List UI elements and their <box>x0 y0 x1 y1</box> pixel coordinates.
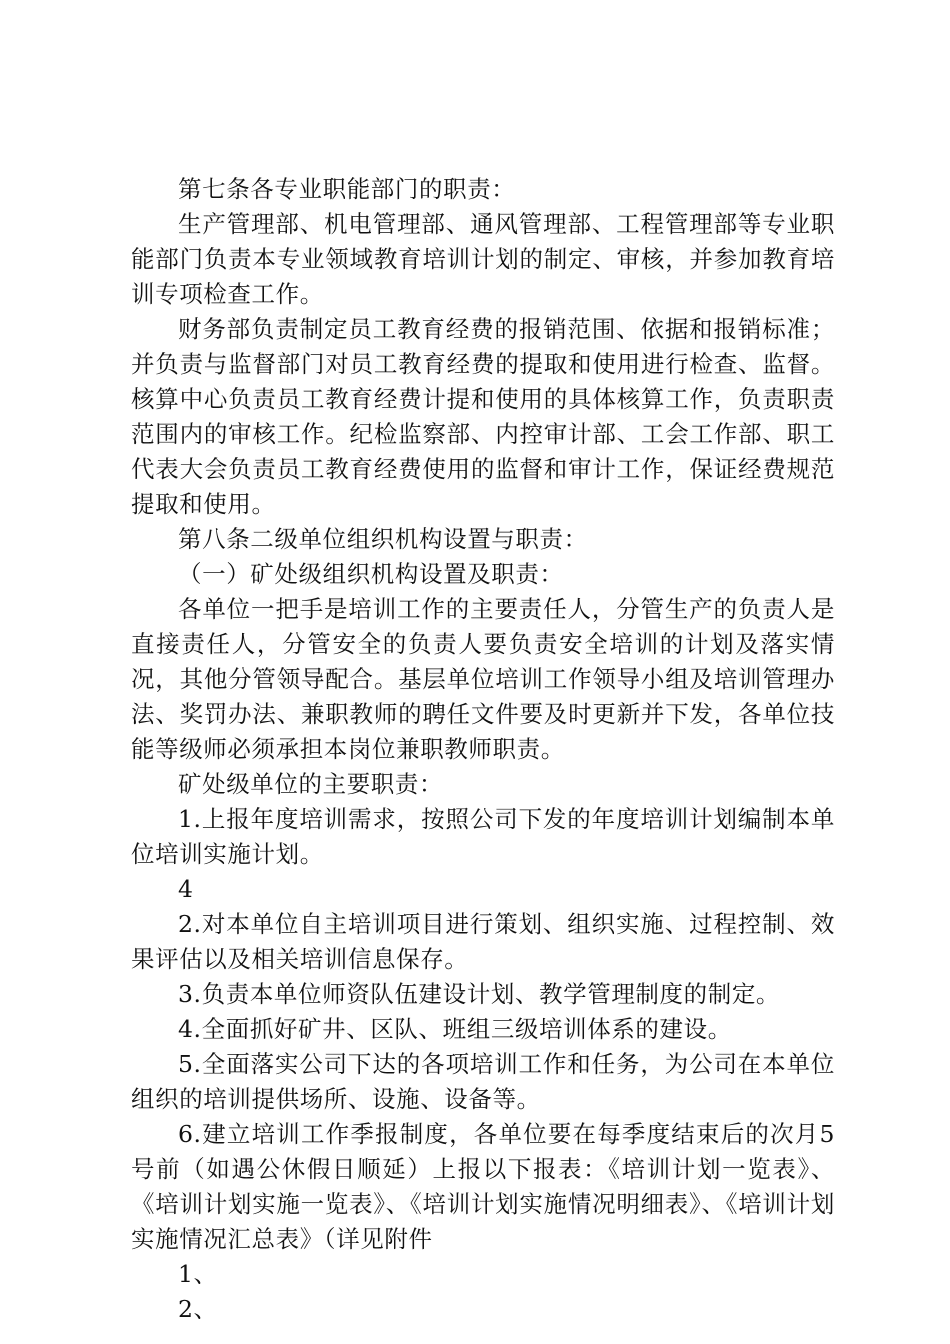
main-duties-heading: 矿处级单位的主要职责： <box>178 770 444 798</box>
paragraph-finance-department: 财务部负责制定员工教育经费的报销范围、依据和报销标准；并负责与监督部门对员工教育经费的提取和使用进行检查、监督。核算中心负责员工教育经费计提和使用的具体核算工作，负责职责范围内的审核工作。纪检监察部、内控审计部、工会工作部、职工代表大会负责员工教育经费使用的监督和审计工作，保证经费规范提取和使用。 <box>131 315 835 518</box>
document-body <box>131 172 835 1327</box>
section-1-heading: （一）矿处级组织机构设置及职责： <box>178 560 564 588</box>
duty-item-3: 3.负责本单位师资队伍建设计划、教学管理制度的制定。 <box>178 980 781 1008</box>
paragraph-unit-leaders: 各单位一把手是培训工作的主要责任人，分管生产的负责人是直接责任人，分管安全的负责人要负责安全培训的计划及落实情况，其他分管领导配合。基层单位培训工作领导小组及培训管理办法、奖罚办法、兼职教师的聘任文件要及时更新并下发，各单位技能等级师必须承担本岗位兼职教师职责。 <box>131 595 835 763</box>
duty-item-6: 6.建立培训工作季报制度，各单位要在每季度结束后的次月5号前（如遇公休假日顺延）上报以下报表：《培训计划一览表》、《培训计划实施一览表》、《培训计划实施情况明细表》、《培训计划实施情况汇总表》（详见附件 <box>131 1120 835 1253</box>
paragraph-professional-departments: 生产管理部、机电管理部、通风管理部、工程管理部等专业职能部门负责本专业领域教育培训计划的制定、审核，并参加教育培训专项检查工作。 <box>131 210 835 308</box>
article-7-heading: 第七条各专业职能部门的职责： <box>178 175 516 203</box>
attachment-ref-2: 2、 <box>178 1295 218 1323</box>
duty-item-1: 1.上报年度培训需求，按照公司下发的年度培训计划编制本单位培训实施计划。 <box>131 805 835 868</box>
duty-item-2: 2.对本单位自主培训项目进行策划、组织实施、过程控制、效果评估以及相关培训信息保存。 <box>131 910 835 973</box>
stray-number-line: 4 <box>178 875 194 903</box>
attachment-ref-1: 1、 <box>178 1260 218 1288</box>
article-8-heading: 第八条二级单位组织机构设置与职责： <box>178 525 588 553</box>
duty-item-4: 4.全面抓好矿井、区队、班组三级培训体系的建设。 <box>178 1015 732 1043</box>
duty-item-5: 5.全面落实公司下达的各项培训工作和任务，为公司在本单位组织的培训提供场所、设施、设备等。 <box>131 1050 835 1113</box>
